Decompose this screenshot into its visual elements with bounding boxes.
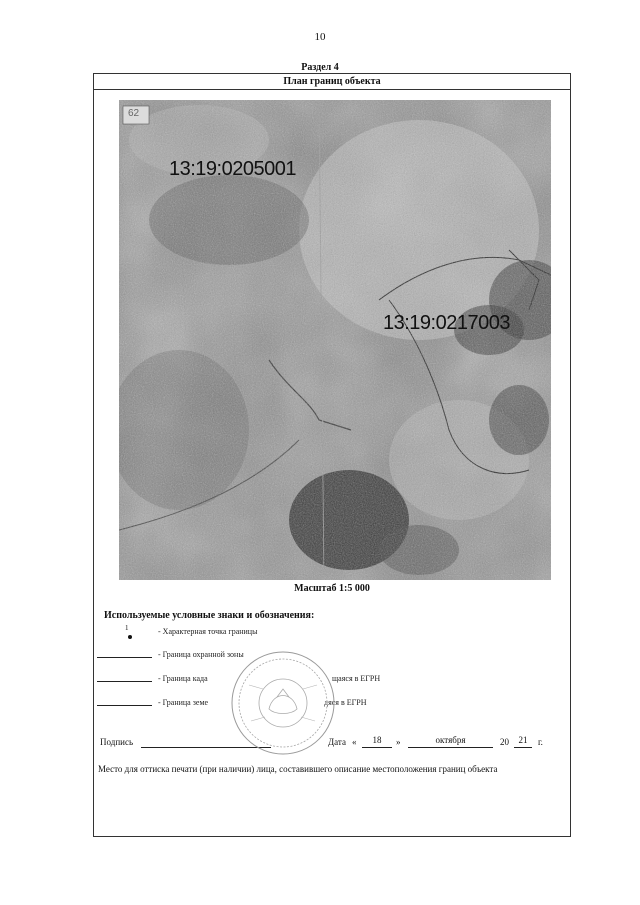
boundary-line-icon [97, 681, 152, 682]
date-month[interactable]: октября [408, 735, 493, 748]
map-corner-label: 62 [128, 108, 140, 119]
date-quote-close: » [396, 737, 401, 747]
section-title: Раздел 4 [301, 62, 339, 73]
boundary-line-icon [97, 705, 152, 706]
legend-title: Используемые условные знаки и обозначения: [104, 610, 315, 621]
date-year[interactable]: 21 [514, 735, 532, 748]
signature-label: Подпись [100, 737, 134, 747]
cadastral-label-2: 13:19:0217003 [383, 312, 510, 334]
legend-text: - Характерная точка границы [158, 627, 258, 636]
boundary-line-icon [97, 657, 152, 658]
date-quote-open: « [352, 737, 357, 747]
page-number: 10 [314, 31, 326, 43]
boundary-point-icon [97, 625, 152, 639]
legend-text: - Граница земе [158, 698, 209, 707]
legend-text: - Граница охранной зоны [158, 650, 244, 659]
plan-header: План границ объекта [94, 74, 570, 90]
legend-text-continued: дяся в ЕГРН [324, 698, 367, 707]
date-label: Дата [328, 737, 346, 747]
satellite-map[interactable] [119, 100, 551, 580]
cadastral-label-1: 13:19:0205001 [169, 158, 296, 180]
seal-stamp-icon [229, 649, 337, 757]
date-year-prefix: 20 [500, 737, 509, 747]
point-number: 1 [125, 624, 129, 632]
document-frame [93, 73, 571, 837]
map-scale: Масштаб 1:5 000 [294, 583, 370, 594]
legend-text: - Граница када [158, 674, 208, 683]
date-day[interactable]: 18 [362, 735, 392, 748]
date-year-unit: г. [538, 737, 543, 747]
stamp-place-note: Место для оттиска печати (при наличии) лица, составившего описание местоположения границ объекта [98, 764, 498, 774]
legend-text-continued: щаяся в ЕГРН [332, 674, 381, 683]
